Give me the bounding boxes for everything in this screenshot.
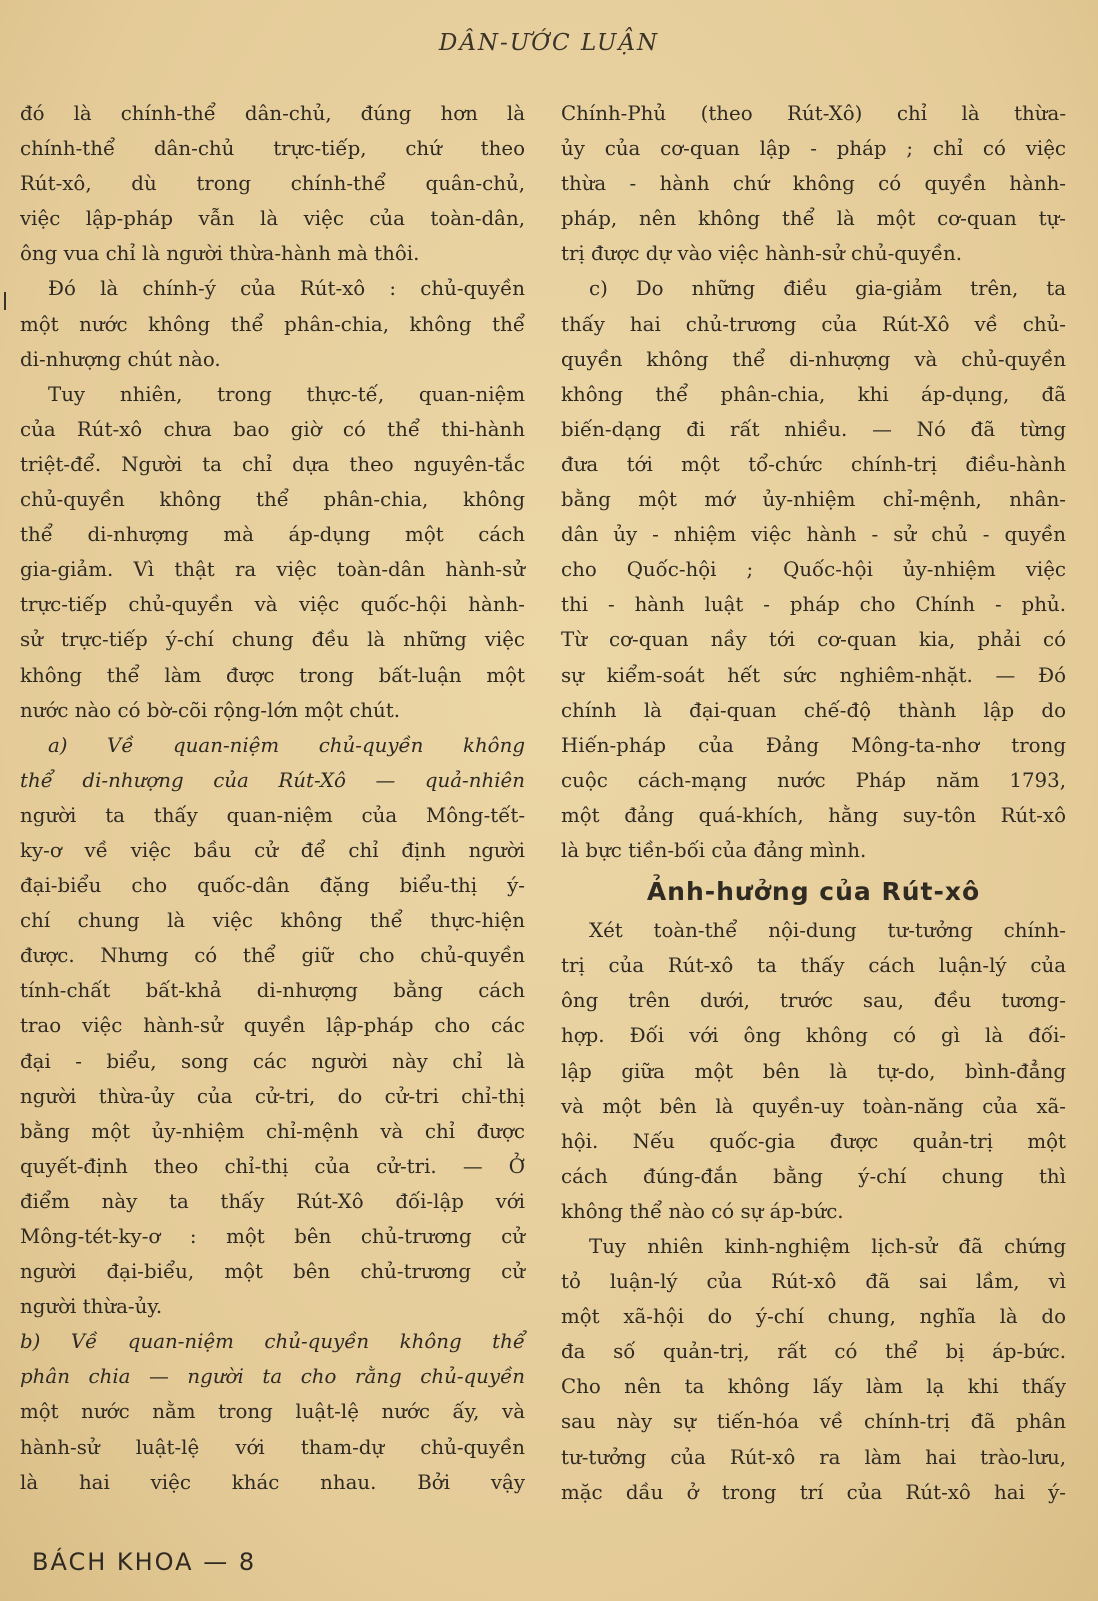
text-line: một xã-hội do ý-chí chung, nghĩa là do — [561, 1305, 1066, 1329]
text-line: di-nhượng chút nào. — [20, 347, 221, 371]
text-line: đại - biểu, song các người này chỉ là — [20, 1049, 525, 1073]
text-line: hành-sử luật-lệ với tham-dự chủ-quyền — [20, 1435, 525, 1459]
text-line: tư-tưởng của Rút-xô ra làm hai trào-lưu, — [561, 1445, 1066, 1469]
text-line: chính-thể dân-chủ trực-tiếp, chứ theo — [20, 137, 525, 161]
text-line: gia-giảm. Vì thật ra việc toàn-dân hành-sử — [20, 558, 525, 582]
text-line: trị của Rút-xô ta thấy cách luận-lý của — [561, 954, 1066, 978]
text-line: sử trực-tiếp ý-chí chung đều là những việc — [20, 628, 525, 652]
text-line: ông trên dưới, trước sau, đều tương- — [561, 989, 1066, 1013]
text-line: người thừa-ủy. — [20, 1295, 163, 1319]
text-line: sau này sự tiến-hóa về chính-trị đã phân — [561, 1410, 1066, 1434]
text-line: phân chia — người ta cho rằng chủ-quyền — [20, 1365, 525, 1389]
text-line: cho Quốc-hội ; Quốc-hội ủy-nhiệm việc — [561, 558, 1066, 582]
text-line: pháp, nên không thể là một cơ-quan tự- — [561, 207, 1066, 231]
text-line: thể di-nhượng mà áp-dụng một cách — [20, 523, 525, 547]
text-line: chí chung là việc không thể thực-hiện — [20, 909, 525, 933]
text-line: đó là chính-thể dân-chủ, đúng hơn là — [20, 102, 525, 125]
text-line: thấy hai chủ-trương của Rút-Xô về chủ- — [561, 312, 1066, 336]
text-line: ủy của cơ-quan lập - pháp ; chỉ có việc — [561, 137, 1066, 161]
text-line: Từ cơ-quan nầy tới cơ-quan kia, phải có — [561, 628, 1066, 652]
text-line: biến-dạng đi rất nhiều. — Nó đã từng — [561, 417, 1066, 441]
text-line: Xét toàn-thể nội-dung tư-tưởng chính- — [589, 919, 1066, 943]
text-line: ông vua chỉ là người thừa-hành mà thôi. — [20, 242, 420, 266]
text-line: đại-biểu cho quốc-dân đặng biểu-thị ý- — [20, 874, 525, 898]
text-line: người thừa-ủy của cử-tri, do cử-tri chỉ-thị — [20, 1084, 525, 1108]
right-column — [561, 96, 1066, 1510]
text-line: trực-tiếp chủ-quyền và việc quốc-hội hành- — [20, 593, 525, 617]
text-line: hợp. Đối với ông không có gì là đối- — [561, 1024, 1066, 1048]
text-line: Hiến-pháp của Đảng Mông-ta-nhơ trong — [561, 733, 1066, 757]
text-line: là hai việc khác nhau. Bởi vậy — [20, 1470, 525, 1494]
text-line: trị được dự vào việc hành-sử chủ-quyền. — [561, 242, 963, 266]
text-line: c) Do những điều gia-giảm trên, ta — [589, 277, 1066, 301]
text-line: thể di-nhượng của Rút-Xô — quả-nhiên — [20, 768, 525, 792]
text-line: hội. Nếu quốc-gia được quản-trị một — [561, 1129, 1066, 1153]
text-line: Đó là chính-ý của Rút-xô : chủ-quyền — [48, 277, 525, 301]
text-line: mặc dầu ở trong trí của Rút-xô hai ý- — [561, 1480, 1066, 1504]
text-line: a) Về quan-niệm chủ-quyền không — [48, 733, 525, 757]
text-line: việc lập-pháp vẫn là việc của toàn-dân, — [20, 207, 525, 231]
text-line: một nước nằm trong luật-lệ nước ấy, và — [20, 1400, 525, 1424]
text-line: đưa tới một tổ-chức chính-trị điều-hành — [561, 452, 1066, 476]
text-line: Cho nên ta không lấy làm lạ khi thấy — [561, 1375, 1066, 1399]
margin-mark — [4, 292, 6, 310]
text-line: người đại-biểu, một bên chủ-trương cử — [20, 1260, 525, 1284]
text-line: thi - hành luật - pháp cho Chính - phủ. — [561, 593, 1066, 617]
text-line: trao việc hành-sử quyền lập-pháp cho các — [20, 1014, 525, 1038]
text-line: một đảng quá-khích, hằng suy-tôn Rút-xô — [561, 803, 1066, 827]
text-line: Mông-tét-ky-ơ : một bên chủ-trương cử — [20, 1225, 525, 1248]
page-footer: BÁCH KHOA — 8 — [32, 1548, 257, 1576]
text-line: cuộc cách-mạng nước Pháp năm 1793, — [561, 768, 1066, 792]
text-line: không thể nào có sự áp-bức. — [561, 1199, 844, 1223]
text-line: sự kiểm-soát hết sức nghiêm-nhặt. — Đó — [561, 663, 1066, 687]
text-line: quyền không thể di-nhượng và chủ-quyền — [561, 347, 1066, 371]
text-line: và một bên là quyền-uy toàn-năng của xã- — [561, 1094, 1066, 1118]
text-line: bằng một ủy-nhiệm chỉ-mệnh và chỉ được — [20, 1119, 525, 1143]
text-line: chủ-quyền không thể phân-chia, không — [20, 488, 525, 512]
text-line: cách đúng-đắn bằng ý-chí chung thì — [561, 1164, 1066, 1188]
text-line: người ta thấy quan-niệm của Mông-tết- — [20, 803, 525, 827]
text-line: chính là đại-quan chế-độ thành lập do — [561, 698, 1066, 722]
text-line: là bực tiền-bối của đảng mình. — [561, 838, 867, 862]
section-heading: Ảnh-hưởng của Rút-xô — [646, 877, 981, 907]
text-line: triệt-để. Người ta chỉ dựa theo nguyên-tắc — [20, 452, 525, 476]
text-line: được. Nhưng có thể giữ cho chủ-quyền — [20, 944, 525, 968]
text-line: không thể phân-chia, khi áp-dụng, đã — [561, 382, 1066, 406]
text-line: ky-ơ về việc bầu cử để chỉ định người — [20, 838, 525, 862]
text-line: không thể làm được trong bất-luận một — [20, 663, 525, 687]
text-line: bằng một mớ ủy-nhiệm chỉ-mệnh, nhân- — [561, 488, 1066, 512]
text-line: dân ủy - nhiệm việc hành - sử chủ - quyền — [561, 523, 1066, 547]
text-line: của Rút-xô chưa bao giờ có thể thi-hành — [20, 417, 525, 441]
text-line: Rút-xô, dù trong chính-thể quân-chủ, — [20, 172, 525, 196]
text-line: lập giữa một bên là tự-do, bình-đẳng — [561, 1059, 1066, 1083]
text-line: tỏ luận-lý của Rút-xô đã sai lầm, vì — [561, 1270, 1066, 1294]
text-line: đa số quản-trị, rất có thể bị áp-bức. — [561, 1340, 1066, 1364]
left-column — [20, 96, 525, 1500]
text-line: thừa - hành chứ không có quyền hành- — [561, 172, 1066, 196]
text-line: quyết-định theo chỉ-thị của cử-tri. — Ở — [20, 1154, 525, 1178]
running-head: DÂN-ƯỚC LUẬN — [438, 30, 660, 56]
text-line: Tuy nhiên, trong thực-tế, quan-niệm — [48, 382, 525, 406]
text-line: một nước không thể phân-chia, không thể — [20, 312, 525, 336]
text-line: Chính-Phủ (theo Rút-Xô) chỉ là thừa- — [561, 102, 1066, 125]
text-line: tính-chất bất-khả di-nhượng bằng cách — [20, 979, 525, 1003]
text-line: nước nào có bờ-cõi rộng-lớn một chút. — [20, 698, 401, 722]
text-line: b) Về quan-niệm chủ-quyền không thể — [20, 1330, 525, 1354]
text-line: Tuy nhiên kinh-nghiệm lịch-sử đã chứng — [589, 1235, 1066, 1258]
text-line: điểm này ta thấy Rút-Xô đối-lập với — [20, 1189, 525, 1213]
